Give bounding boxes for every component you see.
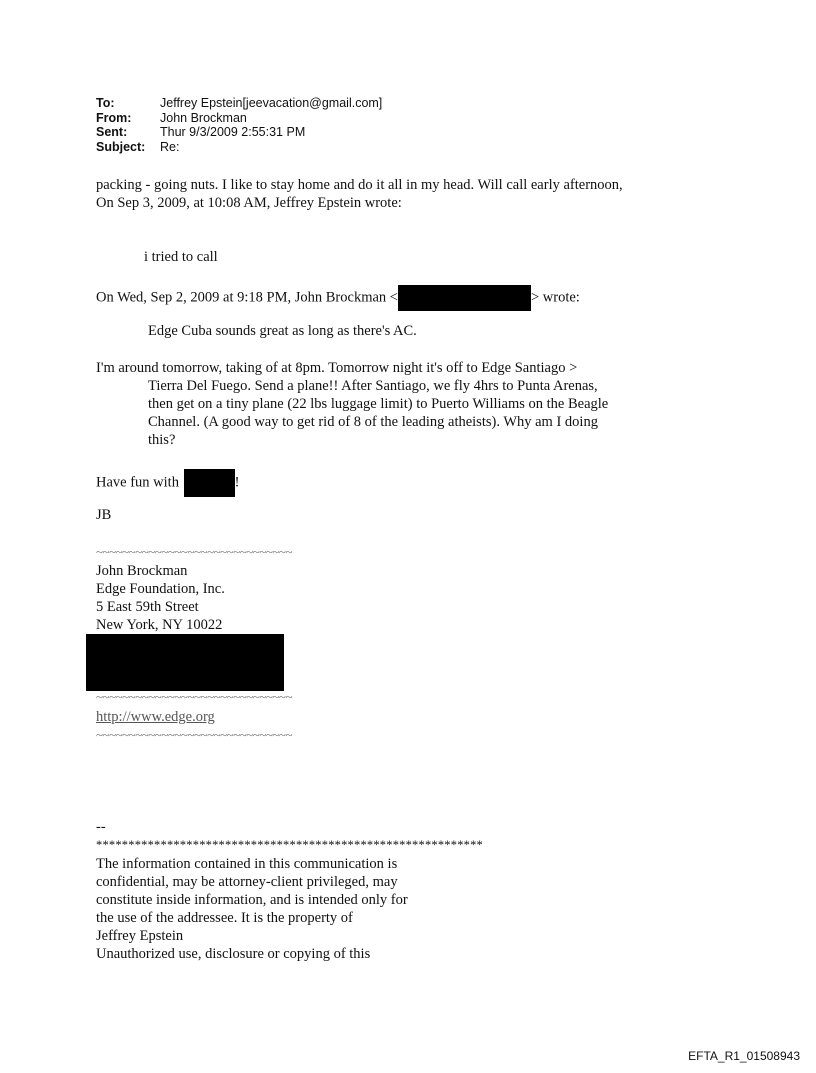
around-line-5: this? bbox=[148, 432, 176, 448]
subject-row bbox=[96, 140, 382, 155]
tried-to-call: i tried to call bbox=[144, 249, 218, 265]
around-line-3: then get on a tiny plane (22 lbs luggage limit) to Puerto Williams on the Beagle bbox=[148, 396, 609, 412]
redaction-block bbox=[86, 634, 284, 691]
subject-value: Re: bbox=[160, 139, 180, 154]
signature-tilde-mid: ~~~~~~~~~~~~~~~~~~~~~~~~~~~~~~ bbox=[96, 689, 292, 704]
disclaimer-dashes: -- bbox=[96, 819, 106, 835]
quote-attribution bbox=[96, 285, 580, 311]
disclaimer-line-2: confidential, may be attorney-client privileged, may bbox=[96, 874, 398, 890]
around-line-4: Channel. (A good way to get rid of 8 of the leading atheists). Why am I doing bbox=[148, 414, 598, 430]
signature-org: Edge Foundation, Inc. bbox=[96, 581, 225, 597]
sent-label: Sent: bbox=[96, 125, 128, 139]
around-line-1: I'm around tomorrow, taking of at 8pm. Tomorrow night it's off to Edge Santiago > bbox=[96, 360, 578, 376]
body-line-1: packing - going nuts. I like to stay home and do it all in my head. Will call early afternoon, bbox=[96, 177, 623, 193]
edge-website-link[interactable]: http://www.edge.org bbox=[96, 709, 215, 725]
to-row bbox=[96, 96, 382, 111]
redaction-block bbox=[184, 469, 235, 497]
disclaimer-line-3: constitute inside information, and is intended only for bbox=[96, 892, 408, 908]
disclaimer-line-5: Jeffrey Epstein bbox=[96, 928, 184, 944]
quote-prefix: On Wed, Sep 2, 2009 at 9:18 PM, John Brockman < bbox=[96, 289, 398, 306]
signature-street: 5 East 59th Street bbox=[96, 599, 199, 615]
signature-tilde-top: ~~~~~~~~~~~~~~~~~~~~~~~~~~~~~~ bbox=[96, 544, 292, 559]
from-row bbox=[96, 111, 382, 126]
quote-suffix: > wrote: bbox=[530, 289, 580, 306]
initials: JB bbox=[96, 507, 112, 523]
around-line-2: Tierra Del Fuego. Send a plane!! After Santiago, we fly 4hrs to Punta Arenas, bbox=[148, 378, 598, 394]
signature-name: John Brockman bbox=[96, 563, 188, 579]
signature-city: New York, NY 10022 bbox=[96, 617, 223, 633]
disclaimer-line-4: the use of the addressee. It is the property of bbox=[96, 910, 353, 926]
subject-label: Subject: bbox=[96, 139, 146, 154]
sent-value: Thur 9/3/2009 2:55:31 PM bbox=[160, 125, 306, 139]
have-fun-suffix: ! bbox=[234, 474, 240, 491]
email-header bbox=[96, 96, 382, 154]
disclaimer-stars: ************************************************************ bbox=[96, 838, 483, 852]
document-id: EFTA_R1_01508943 bbox=[688, 1049, 800, 1063]
from-value: John Brockman bbox=[160, 110, 247, 125]
from-label: From: bbox=[96, 110, 132, 125]
sent-row bbox=[96, 125, 382, 140]
to-label: To: bbox=[96, 96, 115, 110]
signature-tilde-bottom: ~~~~~~~~~~~~~~~~~~~~~~~~~~~~~~ bbox=[96, 727, 292, 742]
redaction-block bbox=[398, 285, 531, 311]
edge-cuba-line: Edge Cuba sounds great as long as there's AC. bbox=[148, 323, 417, 339]
have-fun-line bbox=[96, 469, 239, 497]
disclaimer-line-1: The information contained in this communication is bbox=[96, 856, 398, 872]
to-value: Jeffrey Epstein[jeevacation@gmail.com] bbox=[160, 96, 383, 110]
body-line-2: On Sep 3, 2009, at 10:08 AM, Jeffrey Epstein wrote: bbox=[96, 195, 402, 211]
disclaimer-line-6: Unauthorized use, disclosure or copying of this bbox=[96, 946, 371, 962]
have-fun-prefix: Have fun with bbox=[96, 474, 179, 491]
